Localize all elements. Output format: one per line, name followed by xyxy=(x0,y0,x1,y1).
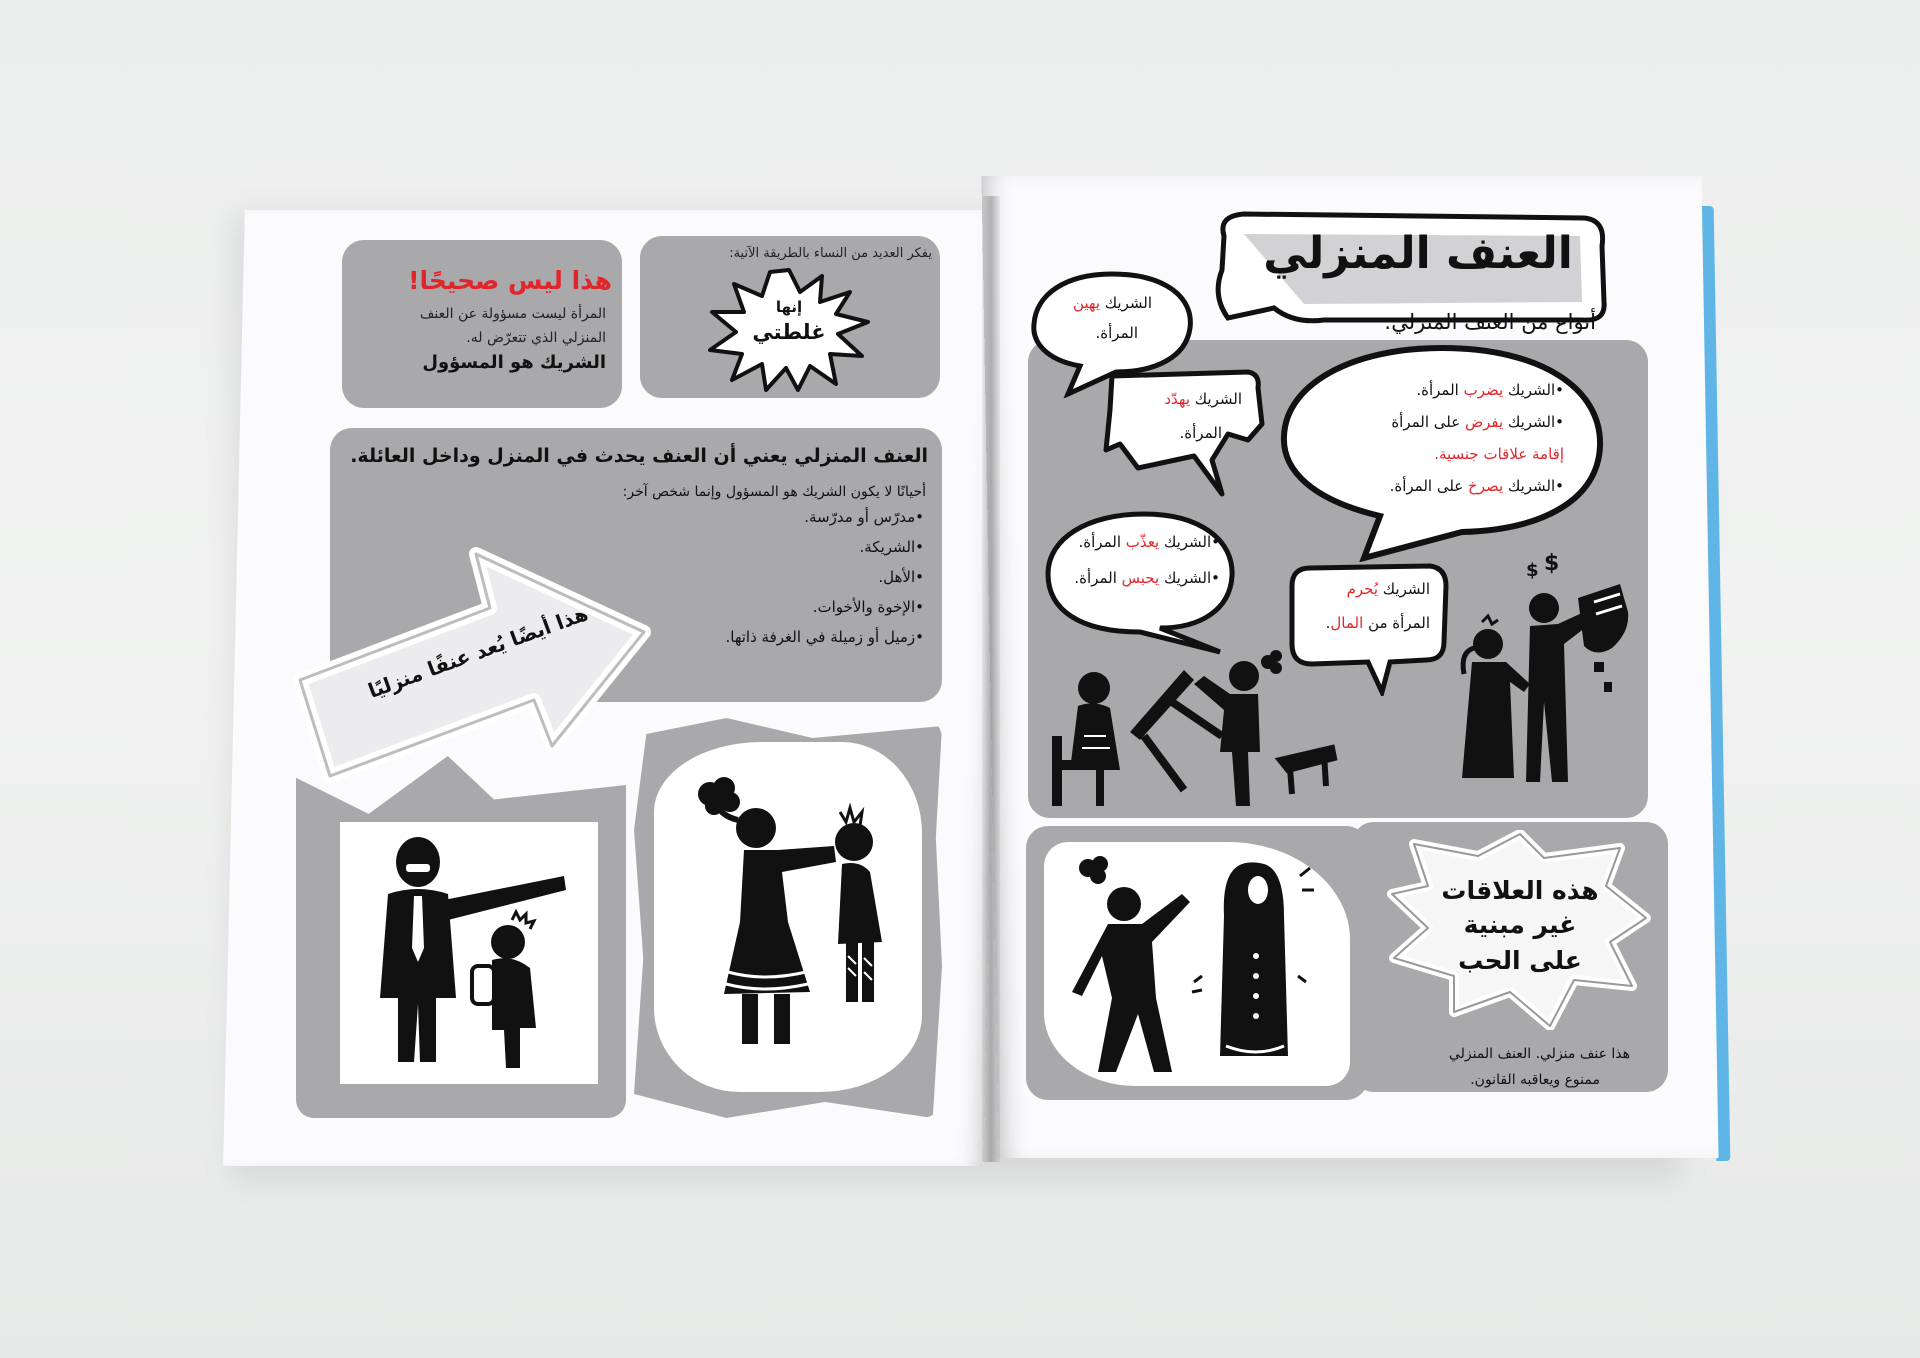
table-scene-icon xyxy=(1044,640,1374,812)
dollar-icon: $ xyxy=(1544,552,1560,576)
torture-line1: •الشريك يعذّب المرأة. xyxy=(1078,533,1220,551)
dollar-icon: $ xyxy=(1526,560,1539,581)
bubble-torture-text xyxy=(1060,524,1220,596)
list-item: •زميل أو زميلة في الغرفة ذاتها. xyxy=(725,628,924,646)
not-true-emphasis: الشريك هو المسؤول xyxy=(422,352,606,373)
money-scene-icon xyxy=(1444,552,1640,788)
arrow-text: هذا أيضًا يُعد عنفًا منزليًا xyxy=(364,601,592,703)
money-line2: المرأة من المال. xyxy=(1325,614,1430,632)
hit-line3: إقامة علاقات جنسية. xyxy=(1434,445,1564,463)
burst-line2: غلطتي xyxy=(752,320,826,344)
relations-line1: هذه العلاقات xyxy=(1441,876,1599,905)
women-think-intro: يفكر العديد من النساء بالطريقة الآتية: xyxy=(729,246,932,261)
list-item: •الأهل. xyxy=(878,568,924,586)
definition-intro: أحيانًا لا يكون الشريك هو المسؤول وإنما شخص آخر: xyxy=(622,484,926,500)
page-subtitle: أنواع من العنف المنزلي: xyxy=(1384,310,1596,334)
angry-cloud-icon xyxy=(1079,856,1108,884)
list-item: •الشريكة. xyxy=(859,538,924,556)
bubble-threat-line2: المرأة. xyxy=(1179,424,1222,442)
shouting-scene-icon xyxy=(1052,846,1342,1082)
spine xyxy=(982,196,1000,1162)
money-line1: الشريك يُحرم xyxy=(1346,580,1430,598)
definition-heading: العنف المنزلي يعني أن العنف يحدث في المنزل وداخل العائلة. xyxy=(350,445,928,467)
list-item: •مدرّس أو مدرّسة. xyxy=(804,508,924,526)
burst-line1: إنها xyxy=(775,298,803,316)
angry-cloud-icon xyxy=(1261,650,1282,674)
bubble-threat-line1: الشريك يهدّد xyxy=(1164,390,1242,408)
hit-line1: •الشريك يضرب المرأة. xyxy=(1416,381,1564,399)
relations-line2: غير مبنية xyxy=(1463,910,1577,939)
law-note-line1: هذا عنف منزلي. العنف المنزلي xyxy=(1448,1046,1630,1062)
not-true-line2: المنزلي الذي تتعرّض له. xyxy=(466,330,606,346)
law-note-line2: ممنوع ويعاقبه القانون. xyxy=(1470,1072,1600,1088)
bubble-insult-line1: الشريك يهين xyxy=(1072,294,1152,312)
bubble-money-text xyxy=(1300,572,1430,640)
hit-line2: •الشريك يفرض على المرأة xyxy=(1391,413,1564,431)
bubble-insult-line2: المرأة. xyxy=(1095,324,1138,342)
torture-line2: •الشريك يحبس المرأة. xyxy=(1074,569,1220,587)
relations-line3: على الحب xyxy=(1458,946,1582,975)
hit-line4: •الشريك يصرخ على المرأة. xyxy=(1389,477,1564,495)
teacher-figure-icon xyxy=(352,828,592,1078)
money-bag-icon xyxy=(1578,584,1628,692)
not-true-line1: المرأة ليست مسؤولة عن العنف xyxy=(419,306,606,322)
aggressor-figure-icon xyxy=(664,772,914,1072)
not-true-title: هذا ليس صحيحًا! xyxy=(408,266,612,295)
bubble-hit-text xyxy=(1314,374,1564,502)
list-item: •الإخوة والأخوات. xyxy=(812,598,924,616)
page-title: العنف المنزلي xyxy=(1263,228,1573,279)
